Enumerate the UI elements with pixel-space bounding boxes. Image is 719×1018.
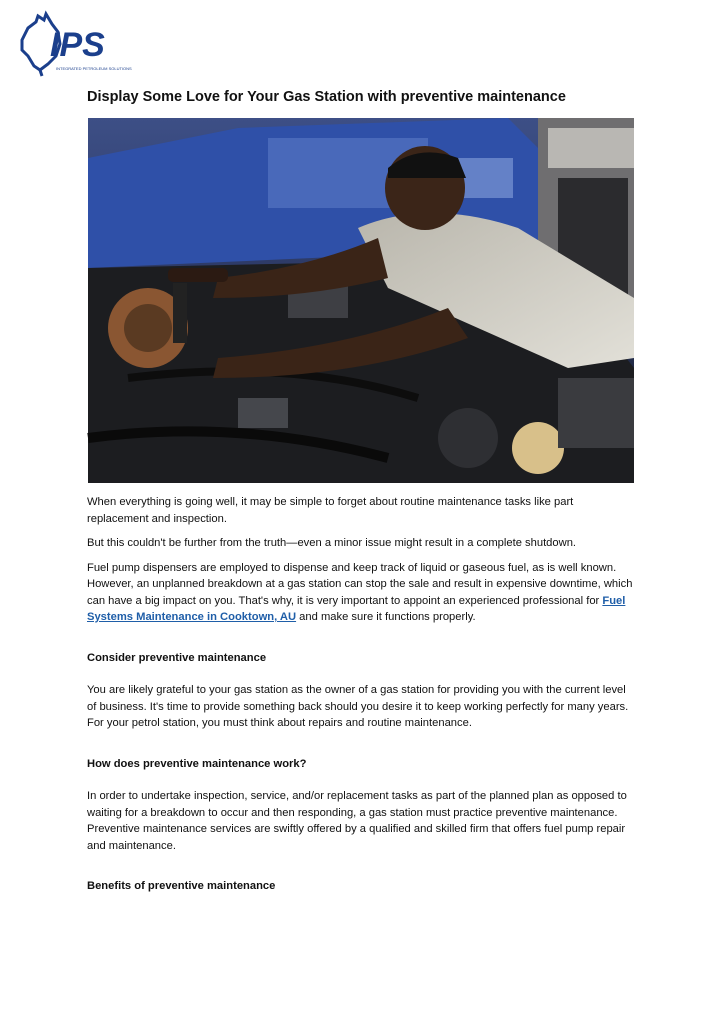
logo-wordmark: IPS <box>50 26 105 64</box>
paragraph-fuel-pumps: Fuel pump dispensers are employed to dispense and keep track of liquid or gaseous fuel, as is well known. However, an unplanned breakdown at a gas station can stop the sale and result in expensive downtime, which can have a big impact on you. That's why, it is very important to appoint an experienced professional for Fuel Systems Maintenance in Cooktown, AU and make sure it functions properly. <box>87 561 633 623</box>
paragraph-how-it-works: In order to undertake inspection, service, and/or replacement tasks as part of the planned plan as opposed to waiting for a breakdown to occur and then responding, a gas station must practice preventive maintenance. Preventive maintenance services are swiftly offered by a qualified and skilled firm that offers fuel pump repair and maintenance. <box>87 790 627 852</box>
paragraph-intro: When everything is going well, it may be simple to forget about routine maintenance tasks like part replacement and inspection. <box>87 496 574 525</box>
ips-logo <box>14 10 132 80</box>
heading-how-it-works: How does preventive maintenance work? <box>87 757 307 770</box>
heading-benefits: Benefits of preventive maintenance <box>87 880 276 892</box>
page-title: Display Some Love for Your Gas Station with preventive maintenance <box>87 89 566 105</box>
fuel-systems-maintenance-link[interactable]: Fuel Systems Maintenance in Cooktown, AU <box>87 594 626 623</box>
mechanic-photo <box>88 118 634 483</box>
paragraph-owner: You are likely grateful to your gas station as the owner of a gas station for providing you with the current level of business. It's time to provide something back should you desire it to keep working perfectly for many years. For your petrol station, you must think about repairs and routine maintenance. <box>87 684 629 729</box>
paragraph-shutdown: But this couldn't be further from the truth—even a minor issue might result in a complete shutdown. <box>87 537 577 549</box>
logo-subtitle: INTEGRATED PETROLEUM SOLUTIONS <box>56 66 132 71</box>
heading-consider-maintenance: Consider preventive maintenance <box>87 651 267 664</box>
article-body <box>87 494 635 895</box>
